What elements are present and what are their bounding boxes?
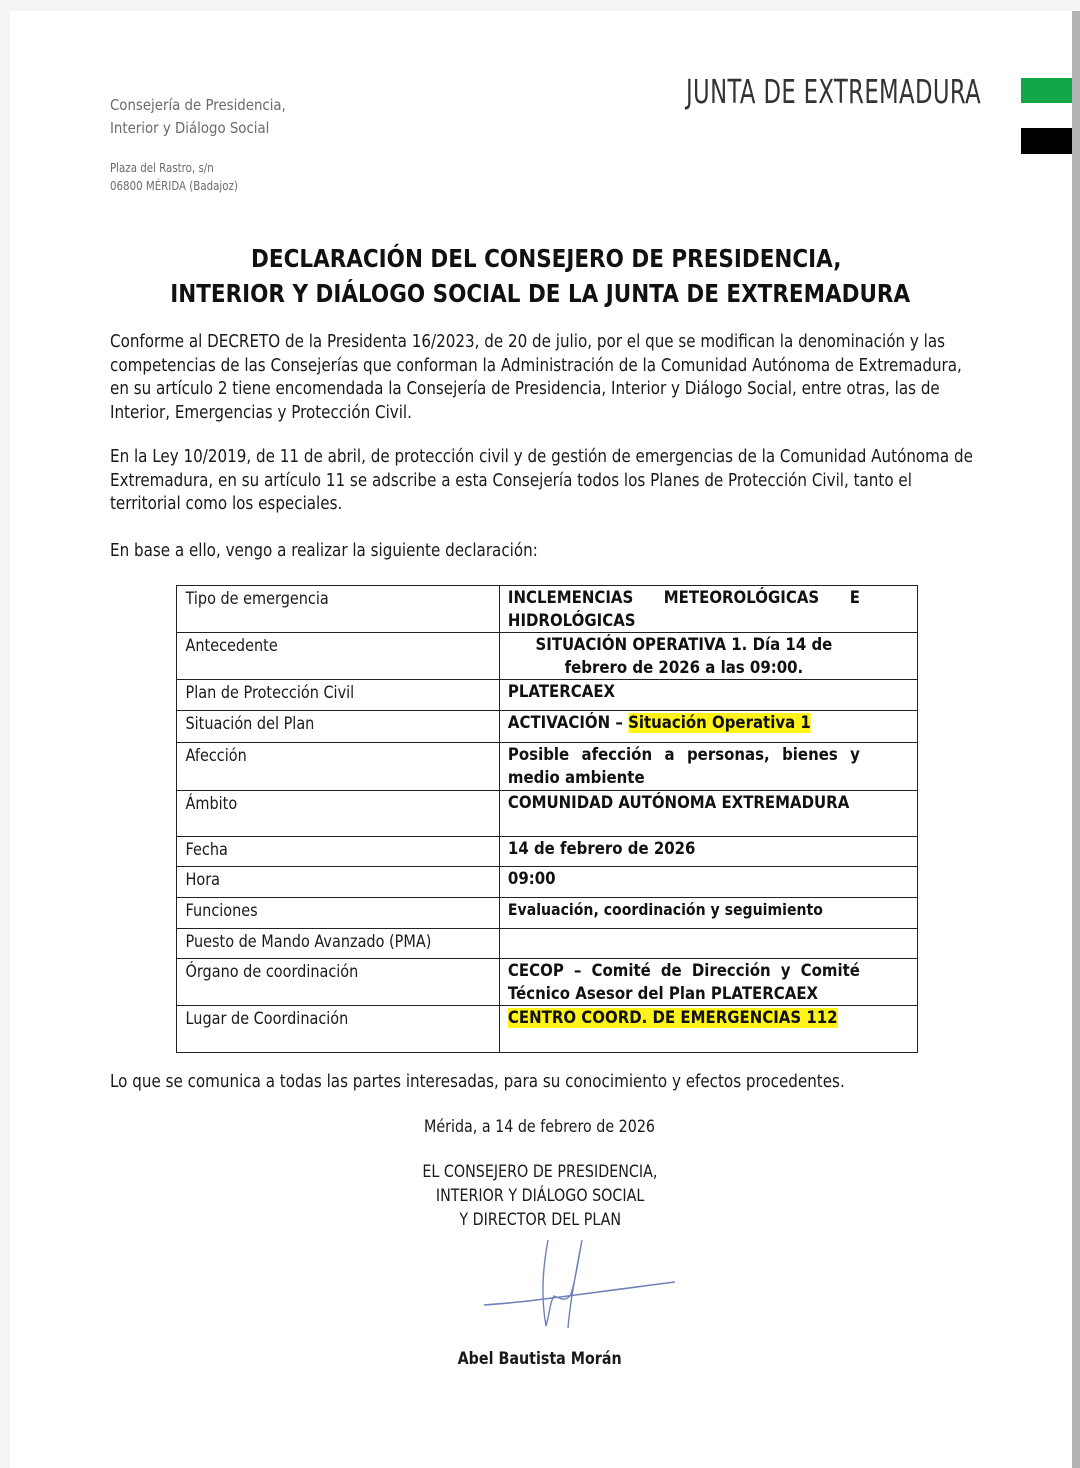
department-name bbox=[110, 94, 286, 140]
scrollbar[interactable] bbox=[1072, 11, 1080, 1468]
row-label: Ámbito bbox=[185, 794, 238, 814]
place-and-date: Mérida, a 14 de febrero de 2026 bbox=[424, 1117, 656, 1137]
row-label: Funciones bbox=[185, 901, 258, 921]
row-label: Puesto de Mando Avanzado (PMA) bbox=[185, 932, 432, 952]
table-row bbox=[177, 929, 918, 959]
row-value: 09:00 bbox=[507, 869, 556, 889]
paragraph-decree: Conforme al DECRETO de la Presidenta 16/2023, de 20 de julio, por el que se modifican la denominación y las competencias de las Consejerías que conforman la Administración de la Comunidad Autónoma de Extremadura, en su artículo 2 tiene encomendada la Consejería de Presidencia, Interior y Diálogo Social, entre otras, las de Interior, Emergencias y Protección Civil. bbox=[110, 332, 962, 423]
row-label: Hora bbox=[185, 870, 221, 890]
declaration-table bbox=[176, 585, 918, 1053]
row-value: PLATERCAEX bbox=[507, 682, 616, 702]
row-value: SITUACIÓN OPERATIVA 1. Día 14 de febrero de 2026 a las 09:00. bbox=[535, 635, 833, 678]
table-row bbox=[177, 680, 918, 711]
signatory-title-line-2: INTERIOR Y DIÁLOGO SOCIAL bbox=[435, 1186, 645, 1206]
highlighted-location: CENTRO COORD. DE EMERGENCIAS 112 bbox=[507, 1008, 838, 1028]
signatory-title-line-1: EL CONSEJERO DE PRESIDENCIA, bbox=[422, 1162, 658, 1182]
row-value bbox=[500, 711, 867, 735]
flag-black-stripe bbox=[1021, 128, 1072, 154]
table-row bbox=[177, 633, 918, 680]
table-row bbox=[177, 743, 918, 791]
table-row bbox=[177, 1006, 918, 1053]
table-row bbox=[177, 959, 918, 1006]
handwritten-signature bbox=[470, 1232, 690, 1332]
signatory-title-line-3: Y DIRECTOR DEL PLAN bbox=[459, 1210, 621, 1230]
row-label: Fecha bbox=[185, 840, 228, 860]
row-value bbox=[500, 929, 867, 930]
row-label: Plan de Protección Civil bbox=[185, 683, 355, 703]
table-row bbox=[177, 791, 918, 837]
address-line-1: Plaza del Rastro, s/n bbox=[110, 160, 214, 175]
document-title-line-2: INTERIOR Y DIÁLOGO SOCIAL DE LA JUNTA DE EXTREMADURA bbox=[170, 279, 910, 308]
table-row bbox=[177, 867, 918, 898]
closing-statement: Lo que se comunica a todas las partes interesadas, para su conocimiento y efectos procedentes. bbox=[110, 1072, 845, 1092]
signatory-name: Abel Bautista Morán bbox=[457, 1349, 623, 1369]
table-row bbox=[177, 837, 918, 867]
department-address bbox=[110, 159, 238, 195]
table-row bbox=[177, 586, 918, 633]
plan-status-text: ACTIVACIÓN – bbox=[507, 713, 629, 733]
row-value: COMUNIDAD AUTÓNOMA EXTREMADURA bbox=[507, 793, 850, 813]
row-value: Evaluación, coordinación y seguimiento bbox=[507, 900, 823, 919]
junta-logo-text: JUNTA DE EXTREMADURA bbox=[686, 72, 982, 111]
row-value: CECOP – Comité de Dirección y Comité Técnico Asesor del Plan PLATERCAEX bbox=[507, 961, 860, 1004]
row-value: 14 de febrero de 2026 bbox=[507, 839, 696, 859]
row-label: Situación del Plan bbox=[185, 714, 315, 734]
row-value: Posible afección a personas, bienes y medio ambiente bbox=[507, 745, 860, 788]
row-label: Lugar de Coordinación bbox=[185, 1009, 349, 1029]
signatory-title bbox=[0, 1160, 1080, 1232]
row-value bbox=[500, 1006, 867, 1030]
table-row bbox=[177, 711, 918, 743]
paragraph-declaration-intro: En base a ello, vengo a realizar la siguiente declaración: bbox=[110, 541, 538, 561]
row-label: Afección bbox=[185, 746, 247, 766]
address-line-2: 06800 MÉRIDA (Badajoz) bbox=[110, 178, 238, 193]
flag-green-stripe bbox=[1021, 78, 1072, 103]
row-label: Tipo de emergencia bbox=[185, 589, 329, 609]
row-value: INCLEMENCIAS METEOROLÓGICAS E HIDROLÓGICAS bbox=[507, 588, 860, 631]
department-line-1: Consejería de Presidencia, bbox=[110, 96, 286, 114]
paragraph-law: En la Ley 10/2019, de 11 de abril, de protección civil y de gestión de emergencias de la Comunidad Autónoma de Extremadura, en su artículo 11 se adscribe a esta Consejería todos los Planes de Protección Civil, tanto el territorial como los especiales. bbox=[110, 447, 973, 514]
row-label: Órgano de coordinación bbox=[185, 962, 359, 982]
table-row bbox=[177, 898, 918, 929]
row-label: Antecedente bbox=[185, 636, 278, 656]
department-line-2: Interior y Diálogo Social bbox=[110, 119, 270, 137]
highlighted-status: Situación Operativa 1 bbox=[628, 713, 811, 733]
document-title-line-1: DECLARACIÓN DEL CONSEJERO DE PRESIDENCIA, bbox=[250, 244, 842, 273]
